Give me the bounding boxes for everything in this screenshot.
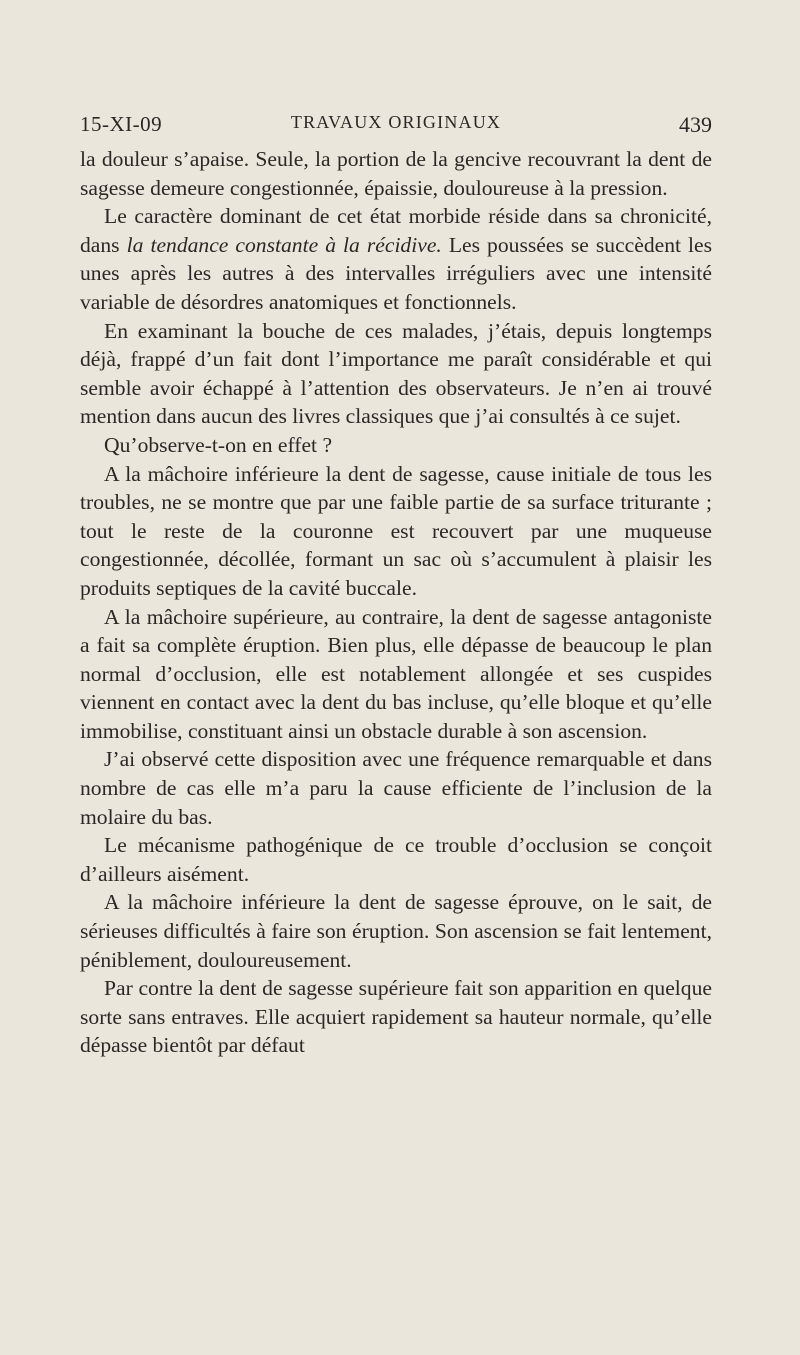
paragraph-9: A la mâchoire inférieure la dent de sagesse éprouve, on le sait, de sérieuses difficultés à faire son éruption. Son ascension se fait lentement, péniblement, douloureusement. (80, 890, 712, 972)
running-header (80, 110, 712, 142)
paragraph-6: A la mâchoire supérieure, au contraire, la dent de sagesse antagoniste a fait sa complète éruption. Bien plus, elle dépasse de beaucoup le plan normal d’occlusion, elle est notablement allongée et ses cuspides viennent en contact avec la dent du bas incluse, qu’elle bloque et qu’elle immobilise, constituant ainsi un obstacle durable à son ascension. (80, 604, 712, 743)
header-date: 15-XI-09 (80, 112, 163, 136)
paragraph-2: Le caractère dominant de cet état morbide réside dans sa chronicité, dans la tendance constante à la récidive. Les poussées se succèdent les unes après les autres à des intervalles irréguliers avec une intensité variable de désordres anatomiques et fonctionnels. (80, 204, 713, 314)
paragraph-7: J’ai observé cette disposition avec une fréquence remarquable et dans nombre de cas elle m’a paru la cause efficiente de l’inclusion de la molaire du bas. (80, 747, 712, 829)
paragraph-5: A la mâchoire inférieure la dent de sagesse, cause initiale de tous les troubles, ne se montre que par une faible partie de sa surface triturante ; tout le reste de la couronne est recouvert par une muqueuse congestionnée, décollée, formant un sac où s’accumulent à plaisir les produits septiques de la cavité buccale. (80, 461, 712, 600)
page-number: 439 (679, 112, 712, 137)
header-section-title: TRAVAUX ORIGINAUX (290, 112, 502, 132)
paragraph-10: Par contre la dent de sagesse supérieure fait son apparition en quelque sorte sans entraves. Elle acquiert rapidement sa hauteur normale, qu’elle dépasse bientôt par défaut (80, 976, 712, 1058)
paragraph-1: la douleur s’apaise. Seule, la portion de la gencive recouvrant la dent de sagesse demeure congestionnée, épaissie, douloureuse à la pression. (80, 147, 712, 200)
paragraph-3: En examinant la bouche de ces malades, j’étais, depuis longtemps déjà, frappé d’un fait dont l’importance me paraît considérable et qui semble avoir échappé à l’attention des observateurs. Je n’en ai trouvé mention dans aucun des livres classiques que j’ai consultés à ce sujet. (80, 318, 712, 429)
body-text (80, 145, 712, 1060)
paragraph-4: Qu’observe-t-on en effet ? (104, 432, 333, 457)
emphasis-recidive: la tendance constante à la récidive. (126, 232, 442, 257)
paragraph-8: Le mécanisme pathogénique de ce trouble d’occlusion se conçoit d’ailleurs aisément. (80, 833, 712, 886)
